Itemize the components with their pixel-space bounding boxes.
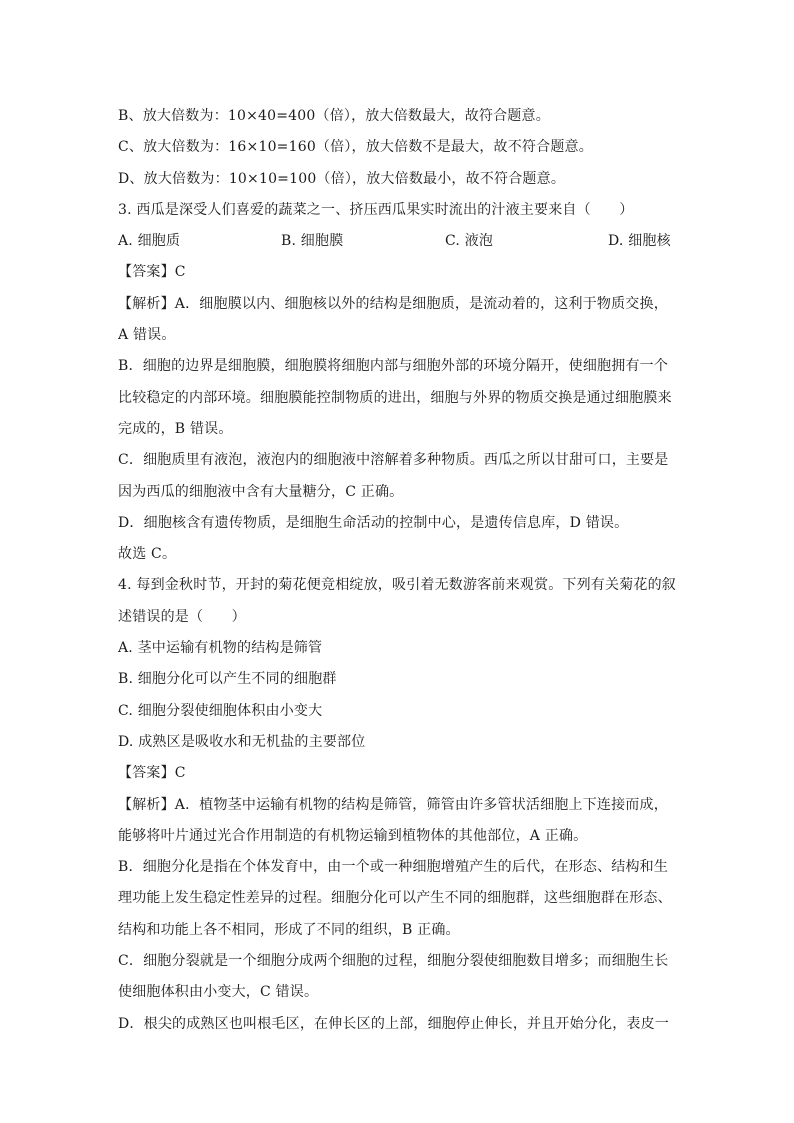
option-a: A. 细胞质 [118,233,181,250]
analysis-line: B．细胞的边界是细胞膜，细胞膜将细胞内部与细胞外部的环境分隔开，使细胞拥有一个 [118,358,669,375]
analysis-line: 结构和功能上各不相同，形成了不同的组织，B 正确。 [118,921,460,938]
option-b: B. 细胞分化可以产生不同的细胞群 [118,671,337,688]
conclusion-line: 故选 C。 [118,546,177,563]
analysis-line: 【解析】A．植物茎中运输有机物的结构是筛管，筛管由许多管状活细胞上下连接而成， [118,796,668,813]
analysis-line: B．细胞分化是指在个体发育中，由一个或一种细胞增殖产生的后代，在形态、结构和生 [118,859,669,876]
analysis-line: D．根尖的成熟区也叫根毛区，在伸长区的上部，细胞停止伸长，并且开始分化，表皮一 [118,1015,670,1032]
analysis-line: 能够将叶片通过光合作用制造的有机物运输到植物体的其他部位，A 正确。 [118,827,588,844]
analysis-line: 使细胞体积由小变大，C 错误。 [118,984,319,1001]
option-d: D. 细胞核 [608,233,671,250]
analysis-line: 因为西瓜的细胞液中含有大量糖分，C 正确。 [118,483,404,500]
analysis-line: 【解析】A．细胞膜以内、细胞核以外的结构是细胞质，是流动着的，这利于物质交换， [118,295,668,312]
text-line: B、放大倍数为：10×40=400（倍），放大倍数最大，故符合题意。 [118,108,550,124]
analysis-line: 比较稳定的内部环境。细胞膜能控制物质的进出，细胞与外界的物质交换是通过细胞膜来 [118,389,672,406]
option-d: D. 成熟区是吸收水和无机盐的主要部位 [118,733,366,750]
analysis-line: 理功能上发生稳定性差异的过程。细胞分化可以产生不同的细胞群，这些细胞群在形态、 [118,890,672,907]
option-c: C. 液泡 [445,233,494,250]
analysis-line: C．细胞质里有液泡，液泡内的细胞液中溶解着多种物质。西瓜之所以甘甜可口，主要是 [118,452,669,469]
analysis-line: C．细胞分裂就是一个细胞分成两个细胞的过程，细胞分裂使细胞数目增多；而细胞生长 [118,953,669,970]
text-line: C、放大倍数为：16×10=160（倍），放大倍数不是最大，故不符合题意。 [118,139,593,156]
question-3-stem: 3. 西瓜是深受人们喜爱的蔬菜之一、挤压西瓜果实时流出的汁液主要来自（ ） [118,201,634,218]
answer-line: 【答案】C [118,264,186,281]
answer-line: 【答案】C [118,765,186,782]
analysis-line: 完成的，B 错误。 [118,420,233,437]
option-c: C. 细胞分裂使细胞体积由小变大 [118,702,323,719]
question-3-options [118,226,678,257]
analysis-line: A 错误。 [118,327,176,344]
question-4-stem: 4. 每到金秋时节，开封的菊花便竞相绽放，吸引着无数游客前来观赏。下列有关菊花的叙 [118,577,677,594]
option-b: B. 细胞膜 [281,233,344,250]
text-line: D、放大倍数为：10×10=100（倍），放大倍数最小，故不符合题意。 [118,170,566,187]
option-a: A. 茎中运输有机物的结构是筛管 [118,640,323,657]
document-body [118,101,678,1040]
analysis-line: D．细胞核含有遗传物质，是细胞生命活动的控制中心，是遗传信息库，D 错误。 [118,514,629,531]
question-4-stem: 述错误的是（ ） [118,608,246,625]
